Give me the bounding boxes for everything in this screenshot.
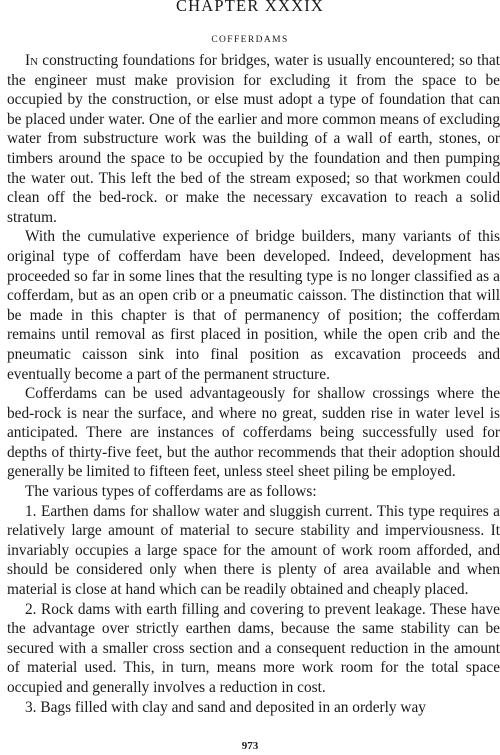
paragraph-text: constructing foundations for bridges, water is usually encountered; so that the engineer must make provision for excluding it from the space to be occupied by the construction, or else must adopt a type of foundation that can be placed under water. One of the earlier and more common means of excluding water from substructure work was the building of a wall of earth, stones, or timbers around the space to be occupied by the foundation and then pumping the water out. This left the bed of the stream exposed; so that workmen could clean off the bed-rock. or make the necessary excavation to reach a solid stratum.: [7, 52, 500, 226]
item-number: 1.: [25, 502, 37, 520]
paragraph-text: Bags filled with clay and sand and deposited in an orderly way: [36, 698, 426, 716]
paragraph-text: The various types of cofferdams are as follows:: [25, 483, 317, 501]
item-number: 3.: [25, 698, 37, 716]
paragraph: [7, 227, 500, 384]
list-item: [7, 600, 500, 698]
paragraph: [7, 384, 500, 482]
paragraph-text: Rock dams with earth filling and covering to prevent leakage. These have the advantage over strictly earthen dams, because the same stability can be secured with a smaller cross section and a consequent reduction in the amount of material used. This, in turn, means more work room for the total space occupied and generally involves a reduction in cost.: [7, 600, 500, 696]
paragraph-text: Cofferdams can be used advantageously for shallow crossings where the bed-rock is near the surface, and where no great, sudden rise in water level is anticipated. There are instances of cofferdams being successfully used for depths of thirty-five feet, but the author recommends that their adoption should generally be limited to fifteen feet, unless steel sheet piling be employed.: [7, 385, 500, 481]
section-title: COFFERDAMS: [211, 35, 289, 45]
list-item: [7, 698, 500, 718]
paragraph: [7, 482, 500, 502]
chapter-title: CHAPTER XXXIX: [175, 0, 325, 15]
page-number: 973: [241, 740, 259, 752]
list-item: [7, 502, 500, 600]
paragraph: [7, 51, 500, 227]
body-text: [7, 51, 500, 717]
item-number: 2.: [25, 600, 37, 618]
paragraph-text: With the cumulative experience of bridge builders, many variants of this original type of cofferdam have been developed. Indeed, development has proceeded so far in some lines that the resulting type is no longer classified as a cofferdam, but as an open crib or a pneumatic caisson. The distinction that will be made in this chapter is that of permanency of position; the cofferdam remains until removal as first placed in position, while the open crib and the pneumatic caisson sink into final position as excavation proceeds and eventually become a part of the permanent structure.: [7, 228, 500, 383]
paragraph-text: Earthen dams for shallow water and sluggish current. This type requires a relatively large amount of material to secure stability and imperviousness. It invariably occupies a large space for the amount of work room afforded, and should be considered only when there is plenty of area available and when material is close at hand which can be readily obtained and cheaply placed.: [7, 502, 500, 599]
lead-word: In: [25, 52, 39, 69]
